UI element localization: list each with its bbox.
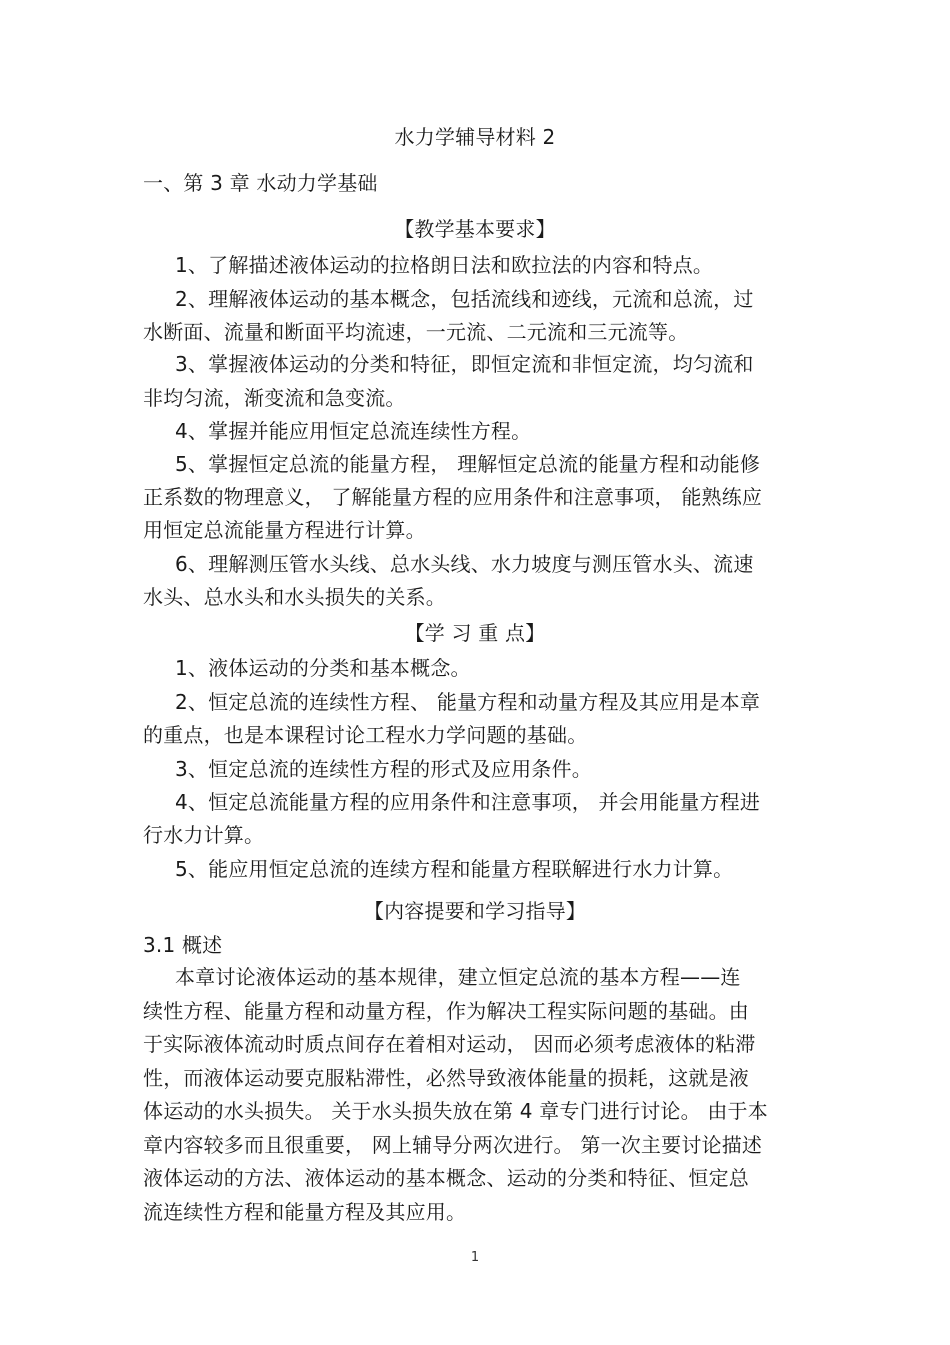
key-point-line: 5、能应用恒定总流的连续方程和能量方程联解进行水力计算。 xyxy=(175,857,734,881)
key-point-line: 2、恒定总流的连续性方程、 能量方程和动量方程及其应用是本章 xyxy=(175,690,761,714)
key-point-line: 的重点，也是本课程讨论工程水力学问题的基础。 xyxy=(143,723,588,747)
requirement-line: 5、掌握恒定总流的能量方程， 理解恒定总流的能量方程和动能修 xyxy=(175,452,761,476)
paragraph-line: 续性方程、能量方程和动量方程，作为解决工程实际问题的基础。由 xyxy=(143,999,749,1023)
requirement-line: 3、掌握液体运动的分类和特征，即恒定流和非恒定流，均匀流和 xyxy=(175,352,754,376)
requirement-line: 4、掌握并能应用恒定总流连续性方程。 xyxy=(175,419,532,443)
paragraph-line: 体运动的水头损失。 关于水头损失放在第 4 章专门进行讨论。 由于本 xyxy=(143,1099,768,1123)
paragraph-line: 本章讨论液体运动的基本规律，建立恒定总流的基本方程——连 xyxy=(175,965,741,989)
requirement-line: 水头、总水头和水头损失的关系。 xyxy=(143,585,446,609)
key-point-line: 4、恒定总流能量方程的应用条件和注意事项， 并会用能量方程进 xyxy=(175,790,761,814)
paragraph-line: 章内容较多而且很重要， 网上辅导分两次进行。 第一次主要讨论描述 xyxy=(143,1133,763,1157)
paragraph-line: 于实际液体流动时质点间存在着相对运动， 因而必须考虑液体的粘滞 xyxy=(143,1032,756,1056)
requirement-line: 非均匀流，渐变流和急变流。 xyxy=(143,386,406,410)
requirement-line: 2、理解液体运动的基本概念，包括流线和迹线，元流和总流，过 xyxy=(175,287,754,311)
teaching-requirements-heading: 【教学基本要求】 xyxy=(394,217,556,241)
key-point-line: 行水力计算。 xyxy=(143,823,265,847)
key-point-line: 3、恒定总流的连续性方程的形式及应用条件。 xyxy=(175,757,592,781)
paragraph-line: 性，而液体运动要克服粘滞性，必然导致液体能量的损耗，这就是液 xyxy=(143,1066,749,1090)
content-guide-heading: 【内容提要和学习指导】 xyxy=(363,899,587,923)
requirement-line: 1、了解描述液体运动的拉格朗日法和欧拉法的内容和特点。 xyxy=(175,253,714,277)
paragraph-line: 流连续性方程和能量方程及其应用。 xyxy=(143,1200,467,1224)
key-points-heading: 【学 习 重 点】 xyxy=(404,621,546,645)
chapter-heading: 一、第 3 章 水动力学基础 xyxy=(143,171,378,195)
paragraph-line: 液体运动的方法、液体运动的基本概念、运动的分类和特征、恒定总 xyxy=(143,1166,749,1190)
document-title: 水力学辅导材料 2 xyxy=(394,125,556,149)
section-title: 3.1 概述 xyxy=(143,933,223,957)
requirement-line: 水断面、流量和断面平均流速，一元流、二元流和三元流等。 xyxy=(143,320,689,344)
requirement-line: 6、理解测压管水头线、总水头线、水力坡度与测压管水头、流速 xyxy=(175,552,754,576)
key-point-line: 1、液体运动的分类和基本概念。 xyxy=(175,656,471,680)
requirement-line: 用恒定总流能量方程进行计算。 xyxy=(143,518,426,542)
requirement-line: 正系数的物理意义， 了解能量方程的应用条件和注意事项， 能熟练应 xyxy=(143,485,763,509)
page-number: 1 xyxy=(470,1250,480,1265)
